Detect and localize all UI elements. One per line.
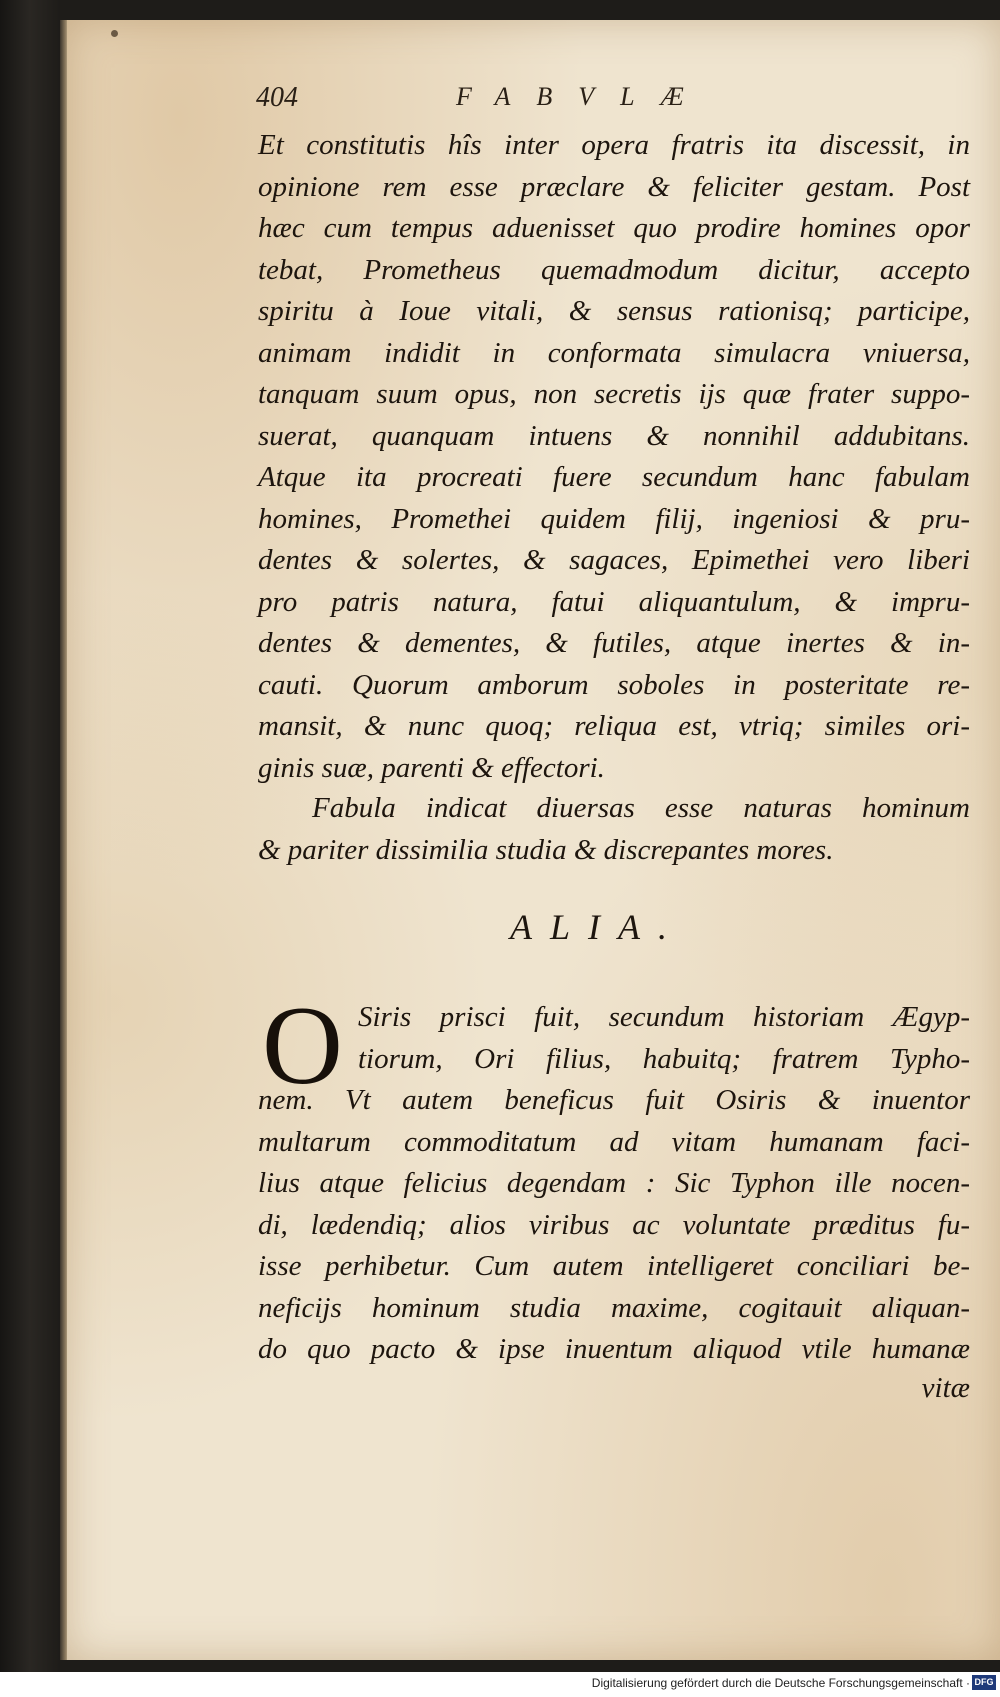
text-line: Fabula indicat diuersas esse naturas hominum: [312, 792, 970, 824]
footer-credit: Digitalisierung gefördert durch die Deutsche Forschungsgemeinschaft ·: [591, 1676, 970, 1690]
text-line: nem. Vt autem beneficus fuit Osiris & inuentor: [258, 1084, 970, 1116]
text-line: tebat, Prometheus quemadmodum dicitur, accepto: [258, 253, 970, 286]
text-line: di, lædendiq; alios viribus ac voluntate præditus fu-: [258, 1208, 970, 1241]
text-line: tanquam suum opus, non secretis ijs quæ frater suppo-: [258, 378, 970, 410]
text-line: tiorum, Ori filius, habuitq; fratrem Typho-: [358, 1042, 970, 1075]
text-line: do quo pacto & ipse inuentum aliquod vtile humanæ: [258, 1333, 970, 1365]
text-line: suerat, quanquam intuens & nonnihil addubitans.: [258, 419, 970, 452]
text-line: opinione rem esse præclare & feliciter gestam. Post: [258, 170, 970, 203]
text-line: Et constitutis hîs inter opera fratris ita discessit, in: [258, 129, 970, 161]
text-line: neficijs hominum studia maxime, cogitauit aliquan-: [258, 1291, 970, 1324]
text-line: homines, Promethei quidem filij, ingeniosi & pru-: [258, 502, 970, 535]
binding-hole-mark: [111, 30, 118, 37]
text-line: multarum commoditatum ad vitam humanam faci-: [258, 1125, 970, 1158]
running-head: [256, 80, 836, 120]
text-line: hæc cum tempus aduenisset quo prodire homines opor: [258, 212, 970, 244]
text-line: pro patris natura, fatui aliquantulum, & impru-: [258, 585, 970, 618]
text-line: lius atque felicius degendam : Sic Typhon ille nocen-: [258, 1167, 970, 1199]
catchword: vitæ: [921, 1372, 970, 1404]
text-line: mansit, & nunc quoq; reliqua est, vtriq; similes ori-: [258, 710, 970, 742]
text-line: Siris prisci fuit, secundum historiam Ægyp-: [358, 1001, 970, 1033]
dfg-logo-icon: DFG: [972, 1675, 996, 1690]
paragraph-osiris-opening: [358, 997, 970, 1080]
paragraph-moral: [258, 788, 970, 871]
text-line: ginis suæ, parenti & effectori.: [258, 751, 605, 784]
running-title: FABVLÆ: [456, 82, 710, 111]
text-line: & pariter dissimilia studia & discrepantes mores.: [258, 833, 834, 866]
text-line: cauti. Quorum amborum soboles in posteritate re-: [258, 668, 970, 701]
text-line: isse perhibetur. Cum autem intelligeret conciliari be-: [258, 1250, 970, 1282]
text-line: animam indidit in conformata simulacra vniuersa,: [258, 336, 970, 369]
text-line: Atque ita procreati fuere secundum hanc fabulam: [258, 461, 970, 493]
text-line: dentes & solertes, & sagaces, Epimethei vero liberi: [258, 544, 970, 576]
paragraph-prometheus: [258, 125, 970, 789]
page-number: 404: [256, 82, 298, 113]
text-line: dentes & dementes, & futiles, atque inertes & in-: [258, 627, 970, 659]
section-heading: ALIA.: [510, 907, 685, 947]
paragraph-osiris: [258, 1080, 970, 1371]
text-line: spiritu à Ioue vitali, & sensus rationisq; participe,: [258, 295, 970, 327]
drop-cap: O: [262, 984, 343, 1108]
